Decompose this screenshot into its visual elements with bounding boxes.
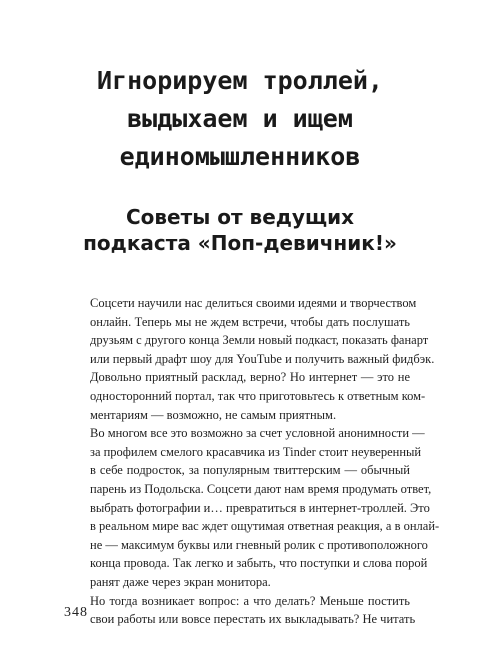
text-line: свои работы или вовсе перестать их выкладывать? Не читать <box>90 612 416 627</box>
text-line: онлайн. Теперь мы не ждем встречи, чтобы дать послушать <box>90 314 410 329</box>
text-line: парень из Подольска. Соцсети дают нам время продумать ответ, <box>90 481 432 496</box>
chapter-subtitle-line: подкаста «Поп-девичник!» <box>83 231 397 255</box>
text-line: Но тогда возникает вопрос: а что делать? Меньше постить <box>90 593 410 608</box>
paragraph <box>90 424 440 591</box>
text-line: Соцсети научили нас делиться своими идеями и творчеством <box>90 296 417 310</box>
text-line: выбрать фотографии и… превратиться в интернет-троллей. Это <box>90 500 430 515</box>
text-line: ментариям — возможно, не самым приятным. <box>90 407 337 422</box>
text-line: не — максимум буквы или гневный ролик с противоположного <box>90 537 428 552</box>
text-line: за профилем смелого красавчика из Tinder стоит неуверенный <box>90 444 422 459</box>
chapter-title-line: единомышленников <box>119 142 361 171</box>
chapter-title-line: выдыхаем и ищем <box>127 104 353 133</box>
body-text <box>90 294 440 629</box>
text-line: или первый драфт шоу для YouTube и получить важный фидбэк. <box>90 351 435 366</box>
chapter-subtitle <box>0 204 480 256</box>
text-line: в себе подросток, за популярным твиттерским — обычный <box>90 463 410 478</box>
page-number: 348 <box>64 605 88 620</box>
paragraph <box>90 294 435 424</box>
text-line: друзьям с другого конца Земли новый подкаст, показать фанарт <box>90 333 429 348</box>
chapter-title <box>0 62 480 176</box>
text-line: Во многом все это возможно за счет условной анонимности — <box>90 426 425 441</box>
chapter-title-line: Игнорируем троллей, <box>97 66 383 95</box>
text-line: в реальном мире вас ждет ощутимая ответная реакция, а в онлай- <box>90 519 440 534</box>
text-line: конца провода. Так легко и забыть, что поступки и слова порой <box>90 556 428 571</box>
chapter-subtitle-line: Советы от ведущих <box>125 205 354 229</box>
text-line: односторонний портал, так что приготовьтесь к ответным ком- <box>90 388 426 403</box>
paragraph <box>90 592 416 629</box>
text-line: Довольно приятный расклад, верно? Но интернет — это не <box>90 370 410 385</box>
text-line: ранят даже через экран монитора. <box>90 574 271 589</box>
